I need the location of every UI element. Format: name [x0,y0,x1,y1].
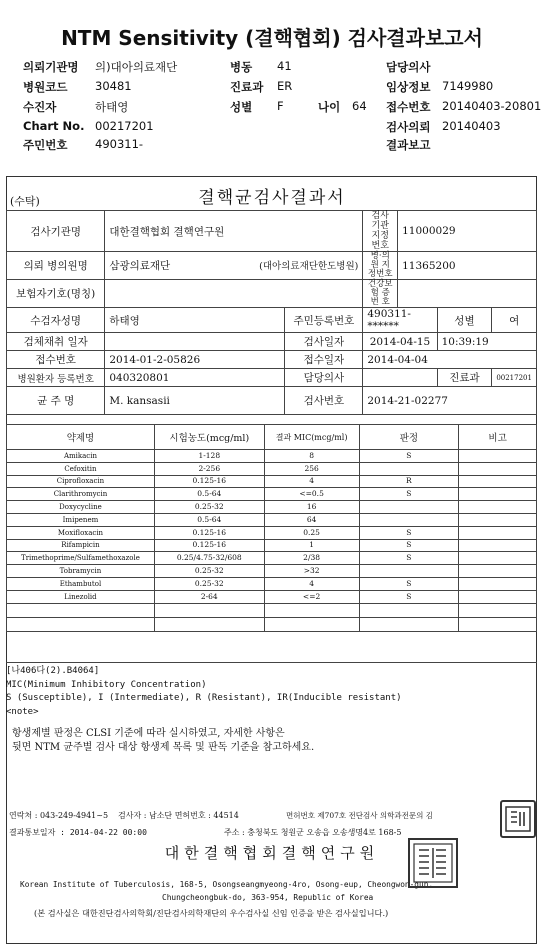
insured-cert-value [398,280,537,308]
test-date-label: 검사일자 [285,333,363,351]
mic-remark-cell [459,539,537,552]
value-test-request: 20140403 [442,119,501,133]
mic-range-cell: 0.125-16 [154,526,264,539]
doctor-seal [500,800,536,838]
mic-header-mic: 결과 MIC(mcg/ml) [264,425,359,450]
mic-remark-cell [459,475,537,488]
rrn-value: 490311- ****** [363,308,437,333]
mic-remark-cell [459,577,537,590]
value-accession-no: 20140403-20801 [442,99,542,113]
mic-result-cell: 64 [264,513,359,526]
mic-drug-cell: Clarithromycin [7,488,155,501]
mic-drug-cell: Trimethoprime/Sulfamethoxazole [7,552,155,565]
mic-result-cell: 0.25 [264,526,359,539]
sex-value: 여 [492,308,537,333]
species-label: 균 주 명 [7,387,105,415]
mic-drug-cell: Linezolid [7,590,155,603]
label-clinical-info: 임상정보 [386,80,431,94]
mic-row [7,552,537,565]
info-row-registration [7,351,537,369]
mic-body [7,450,537,604]
mic-interp-cell: S [359,526,459,539]
sex-label: 성별 [437,308,492,333]
mic-range-cell: 0.25-32 [154,565,264,578]
footer-certification: (본 검사실은 대한진단검사의학회/진단검사의학재단의 우수검사실 신임 인증을 받은 검사실입니다.) [34,908,389,918]
label-patient: 수진자 [23,100,57,114]
mic-interp-cell: S [359,577,459,590]
mic-remark-cell [459,590,537,603]
institute-seal-icon [410,840,456,886]
mic-row [7,539,537,552]
mic-result-cell: 2/38 [264,552,359,565]
label-accession-no: 접수번호 [386,100,431,114]
institute-seal [408,838,458,888]
footer-address: 주소 : 충청북도 청원군 오송읍 오송생명4로 168-5 [224,828,402,837]
mic-row [7,590,537,603]
patient-value: 하태영 [105,308,285,333]
consignment-mark: (수탁) [10,195,40,208]
mic-range-cell: 1-128 [154,450,264,463]
label-resident-no: 주민번호 [23,138,68,152]
mic-drug-cell: Ethambutol [7,577,155,590]
mic-range-cell: 0.25-32 [154,501,264,514]
mic-blank-row [7,617,537,631]
inst-code-value: 11000029 [398,211,537,252]
value-resident-no: 490311- [95,137,144,151]
recv-date-value: 2014-04-04 [363,351,537,369]
req-code-label: 병·의원 지정번호 [363,252,398,280]
species-value: M. kansasii [105,387,285,415]
mic-result-cell: 16 [264,501,359,514]
document-title: 결핵균검사결과서 [198,188,346,208]
label-ward: 병동 [230,60,253,74]
inst-label: 검사기관명 [7,211,105,252]
test-no-value: 2014-21-02277 [363,387,537,415]
info-row-patient [7,308,537,333]
mic-row [7,501,537,514]
mic-interp-cell: S [359,552,459,565]
mic-range-cell: 2-256 [154,462,264,475]
insured-cert-label: 건강보험 증 번 호 [363,280,398,308]
info-table [6,210,537,415]
label-sex: 성별 [230,100,253,114]
mic-result-cell: <=0.5 [264,488,359,501]
label-department: 진료과 [230,80,264,94]
mic-range-cell: 0.25-32 [154,577,264,590]
note-legend: S (Susceptible), I (Intermediate), R (Resistant), IR(Inducible resistant) [6,693,402,703]
info-row-dates [7,333,537,351]
value-chart-no: 00217201 [95,119,154,133]
mic-header-interp: 판정 [359,425,459,450]
mic-interp-cell: S [359,488,459,501]
inst-code-label: 검사기관 지정번호 [363,211,398,252]
mic-result-cell: 8 [264,450,359,463]
value-patient: 하태영 [95,100,129,114]
mic-table [6,424,537,632]
doctor-value [363,369,437,387]
hosp-pt-label: 병원환자 등록번호 [7,369,105,387]
label-requesting-institution: 의뢰기관명 [23,60,79,74]
mic-range-cell: 2-64 [154,590,264,603]
mic-result-cell: 256 [264,462,359,475]
inst-value: 대한결핵협회 결핵연구원 [105,211,363,252]
mic-result-cell: <=2 [264,590,359,603]
test-date-value: 2014-04-15 [363,333,437,351]
mic-row [7,577,537,590]
doctor-label: 담당의사 [285,369,363,387]
info-row-species [7,387,537,415]
mic-range-cell: 0.125-16 [154,539,264,552]
mic-interp-cell: S [359,450,459,463]
mic-row [7,462,537,475]
value-department: ER [277,79,293,93]
mic-row [7,450,537,463]
mic-interp-cell [359,565,459,578]
mic-drug-cell: Rifampicin [7,539,155,552]
mic-drug-cell: Tobramycin [7,565,155,578]
info-row-hospital-patient [7,369,537,387]
info-row-req-hosp [7,252,537,280]
mic-row [7,475,537,488]
mic-header-remark: 비고 [459,425,537,450]
mic-header-row [7,425,537,450]
req-hosp-label: 의뢰 병의원명 [7,252,105,280]
info-row-insurance [7,280,537,308]
mic-result-cell: >32 [264,565,359,578]
footer-tester: 검사자 : 남소단 면허번호 : 44514 [118,811,239,820]
value-ward: 41 [277,59,292,73]
mic-drug-cell: Amikacin [7,450,155,463]
mic-range-cell: 0.25/4.75-32/608 [154,552,264,565]
recv-date-label: 접수일자 [285,351,363,369]
req-code-value: 11365200 [398,252,537,280]
rrn-label: 주민등록번호 [285,308,363,333]
note-code: [나406다(2).B4064] [6,666,100,676]
mic-drug-cell: Ciprofloxacin [7,475,155,488]
mic-row [7,526,537,539]
institute-address-en-1: Korean Institute of Tuberculosis, 168-5, Osongseangmyeong-4ro, Osong-eup, Cheongwon-gun, [20,880,434,889]
mic-interp-cell: S [359,590,459,603]
req-hosp-value: 삼광의료재단 [109,260,171,272]
note-tag: <note> [6,706,39,717]
req-hosp-note: (대아의료재단한도병원) [259,261,359,272]
institute-address-en-2: Chungcheongbuk-do, 363-954, Republic of Korea [162,893,374,902]
dept-value: 00217201 [492,369,537,387]
reg-no-value: 2014-01-2-05826 [105,351,285,369]
test-no-label: 검사번호 [285,387,363,415]
note-line-1: 항생제별 판정은 CLSI 기준에 따라 실시하였고, 자세한 사항은 [12,728,285,739]
mic-remark-cell [459,488,537,501]
mic-remark-cell [459,450,537,463]
mic-interp-cell [359,501,459,514]
insured-value [105,280,363,308]
info-row-institution [7,211,537,252]
report-title: NTM Sensitivity (결핵협회) 검사결과보고서 [61,26,483,50]
collect-value [105,333,285,351]
patient-label: 수검자성명 [7,308,105,333]
mic-drug-cell: Doxycycline [7,501,155,514]
mic-drug-cell: Imipenem [7,513,155,526]
mic-header-range: 시험농도(mcg/ml) [154,425,264,450]
mic-remark-cell [459,462,537,475]
mic-interp-cell [359,513,459,526]
mic-blank-rows [7,603,537,631]
mic-result-cell: 4 [264,577,359,590]
hosp-pt-value: 040320801 [105,369,285,387]
institute-name-korean: 대한결핵협회결핵연구원 [164,844,380,862]
value-clinical-info: 7149980 [442,79,494,93]
test-time-value: 10:39:19 [437,333,536,351]
req-hosp-cell [105,252,363,280]
mic-range-cell: 0.5-64 [154,488,264,501]
label-hospital-code: 병원코드 [23,80,68,94]
label-test-request: 검사의뢰 [386,120,431,134]
mic-row [7,513,537,526]
mic-blank-row [7,603,537,617]
label-attending-doctor: 담당의사 [386,60,431,74]
mic-interp-cell: S [359,539,459,552]
note-mic-definition: MIC(Minimum Inhibitory Concentration) [6,679,207,690]
mic-range-cell: 0.125-16 [154,475,264,488]
value-age: 64 [352,99,367,113]
notes-section [6,662,537,754]
mic-range-cell: 0.5-64 [154,513,264,526]
insured-label: 보험자기호(명칭) [7,280,105,308]
mic-interp-cell [359,462,459,475]
mic-result-cell: 1 [264,539,359,552]
collect-label: 검체채취 일자 [7,333,105,351]
mic-remark-cell [459,552,537,565]
value-requesting-institution: 의)대아의료재단 [95,60,178,74]
label-result-report: 결과보고 [386,138,431,152]
mic-remark-cell [459,526,537,539]
value-hospital-code: 30481 [95,79,132,93]
value-sex: F [277,99,284,113]
mic-remark-cell [459,501,537,514]
footer-report-date: 결과통보일자 : 2014-04-22 00:00 [9,828,147,837]
footer-contact: 연락처 : 043-249-4941~5 [9,811,109,820]
mic-remark-cell [459,565,537,578]
mic-drug-cell: Moxifloxacin [7,526,155,539]
footer-license: 면허번호 제707호 전단검사 의학과전문의 김 [286,811,434,820]
mic-row [7,488,537,501]
mic-header-drug: 약제명 [7,425,155,450]
mic-result-cell: 4 [264,475,359,488]
dept-label: 진료과 [437,369,492,387]
mic-drug-cell: Cefoxitin [7,462,155,475]
label-chart-no: Chart No. [23,119,85,133]
note-line-2: 뒷면 NTM 균주별 검사 대상 항생제 목록 및 판독 기준을 참고하세요. [12,741,315,753]
seal-mark-icon [502,802,534,836]
mic-row [7,565,537,578]
reg-no-label: 접수번호 [7,351,105,369]
mic-remark-cell [459,513,537,526]
label-age: 나이 [318,100,341,114]
mic-interp-cell: R [359,475,459,488]
